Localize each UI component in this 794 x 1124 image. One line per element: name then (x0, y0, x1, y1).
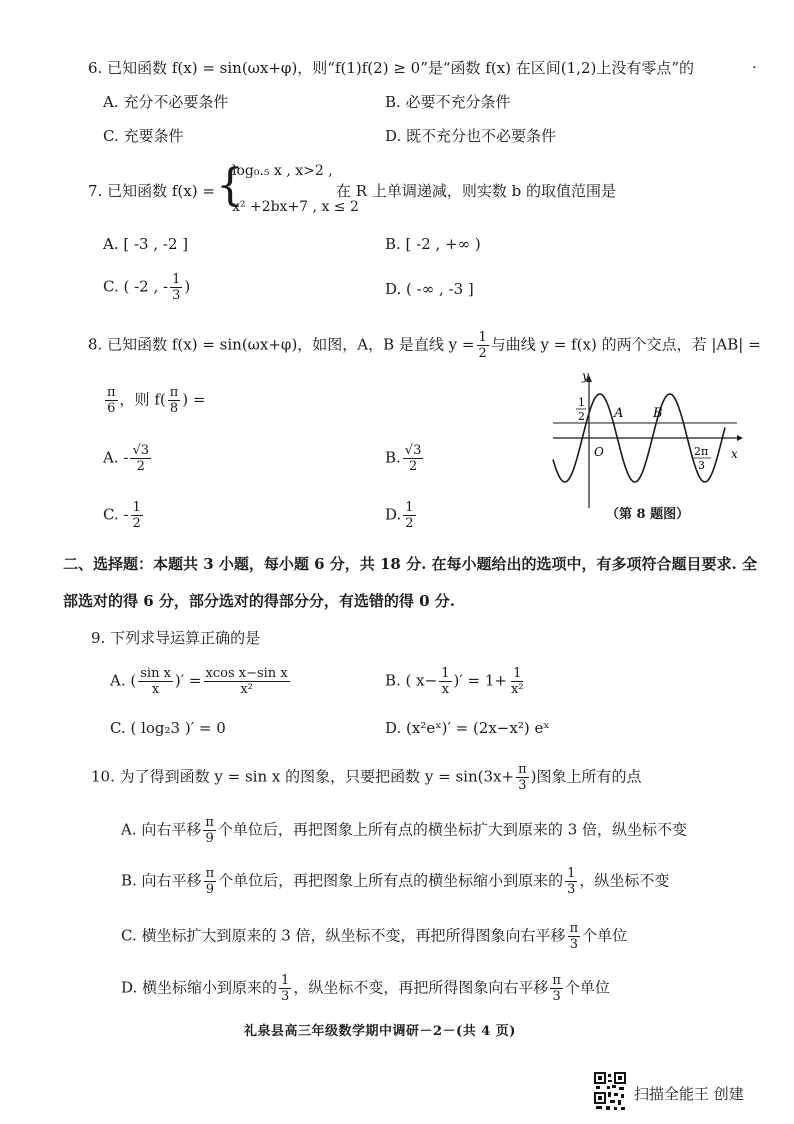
q10-stem-prefix: 10. 为了得到函数 y = sin x 的图象，只要把函数 y = sin(3x+ (91, 767, 515, 786)
q10-d-num2: π (552, 973, 561, 988)
q10-c-prefix: C. 横坐标扩大到原来的 3 倍，纵坐标不变，再把所得图象向右平移 (121, 926, 566, 945)
q8-stem-prefix: 8. 已知函数 f(x) = sin(ωx+φ)，如图，A，B 是直线 y = (88, 335, 475, 354)
q9-b-den2: x² (510, 682, 524, 697)
q8-arg-fraction (168, 385, 181, 416)
q7-piecewise-brace: { (216, 160, 244, 211)
q10-d-suffix: 个单位 (564, 978, 610, 997)
q8-option-c (103, 500, 145, 531)
page-footer: 礼泉县高三年级数学期中调研－2－(共 4 页) (244, 1024, 516, 1039)
q8-d-den: 2 (405, 516, 414, 531)
q9-stem: 9. 下列求导运算正确的是 (91, 629, 261, 647)
q9-b-frac2 (509, 666, 526, 697)
q8-c-num: 1 (132, 500, 141, 515)
q10-d-mid: ，纵坐标不变，再把所得图象向右平移 (293, 978, 549, 997)
q7-option-c (103, 272, 190, 303)
q10-stem (91, 762, 641, 793)
q8-stem-suffix: 与曲线 y = f(x) 的两个交点，若 |AB| = (490, 335, 761, 354)
figure-y-label: y (582, 370, 589, 383)
q8-c-prefix: C. - (103, 505, 129, 524)
q9-option-a (110, 666, 292, 697)
q8-a-num: √3 (132, 443, 149, 458)
q10-c-suffix: 个单位 (582, 926, 628, 945)
q9-b-num2: 1 (513, 666, 522, 681)
q10-a-suffix: 个单位后，再把图象上所有点的横坐标扩大到原来的 3 倍，纵坐标不变 (217, 820, 688, 839)
q10-stem-frac (516, 762, 529, 793)
figure-point-a: A (614, 406, 624, 421)
q10-d-num: 1 (281, 973, 290, 988)
q9-a-frac2 (204, 666, 290, 697)
q10-a-den: 9 (205, 831, 214, 846)
q8-c-den: 2 (132, 516, 141, 531)
scanner-watermark: 扫描全能王 创建 (634, 1085, 744, 1103)
q10-option-c (121, 921, 627, 952)
q6-option-a: A. 充分不必要条件 (103, 93, 229, 111)
q7-c-num: 1 (172, 272, 181, 287)
q8-ab-num: π (107, 385, 116, 400)
q9-a-prefix: A. ( (110, 671, 137, 690)
q10-d-den2: 3 (552, 989, 561, 1004)
q10-a-prefix: A. 向右平移 (121, 820, 202, 839)
q9-option-c: C. ( log₂3 )′ = 0 (110, 719, 226, 737)
qr-code-icon (594, 1072, 626, 1112)
q10-b-den: 9 (205, 882, 214, 897)
q8-a-fraction (130, 443, 151, 474)
q7-c-suffix: ) (184, 277, 191, 296)
q6-option-d: D. 既不充分也不必要条件 (385, 127, 557, 145)
q9-a-num2: xcos x−sin x (205, 666, 288, 681)
q6-option-b: B. 必要不充分条件 (385, 93, 511, 111)
q8-option-d (385, 500, 418, 531)
q8-b-num: √3 (404, 443, 422, 458)
figure-half-num: 1 (578, 396, 585, 409)
q10-c-den: 3 (569, 937, 578, 952)
q10-d-frac (279, 973, 291, 1004)
q8-arg-den: 8 (169, 401, 179, 416)
q7-c-prefix: C. ( -2 , - (103, 277, 169, 296)
q9-a-num: sin x (140, 666, 171, 681)
q9-b-den: x (441, 682, 450, 697)
q9-b-mid: )′ = 1+ (453, 671, 507, 690)
q10-option-d (121, 973, 610, 1004)
q9-a-den2: x² (240, 682, 253, 697)
q7-case-1: log₀.₅ x , x>2 , (232, 163, 333, 179)
figure-x-label: x (731, 447, 738, 461)
q8-ab-den: 6 (107, 401, 116, 416)
figure-point-b: B (653, 406, 663, 421)
q10-b-frac (204, 866, 217, 897)
q8-a-prefix: A. - (103, 448, 129, 467)
q10-a-num: π (205, 815, 214, 830)
q9-a-mid: )′ = (174, 671, 202, 690)
q10-b-suffix: ，纵坐标不变 (579, 871, 670, 890)
q8-ab-fraction (105, 385, 118, 416)
q10-d-den: 3 (281, 989, 290, 1004)
q7-option-d: D. ( -∞ , -3 ] (385, 280, 474, 298)
q7-stem-prefix: 7. 已知函数 f(x) = (88, 182, 215, 200)
q10-d-prefix: D. 横坐标缩小到原来的 (121, 978, 278, 997)
q10-c-frac (568, 921, 581, 952)
q8-half-fraction (477, 330, 489, 361)
q8-d-fraction (403, 500, 415, 531)
figure-origin-label: O (594, 445, 604, 459)
q10-b-frac2 (565, 866, 577, 897)
q10-d-frac2 (550, 973, 563, 1004)
q8-figure-caption: （第 8 题图） (606, 507, 690, 522)
section2-line1: 二、选择题：本题共 3 小题，每小题 6 分，共 18 分. 在每小题给出的选项中，有多项符合题目要求. 全 (63, 555, 757, 573)
q8-option-b (385, 443, 425, 474)
q10-option-a (121, 815, 687, 846)
q7-case-2: x² +2bx+7 , x ≤ 2 (232, 199, 359, 215)
q8-half-den: 2 (478, 346, 487, 361)
figure-half-den: 2 (578, 410, 585, 423)
margin-dot: · (752, 60, 757, 76)
q10-b-num: π (205, 866, 215, 881)
q9-b-num: 1 (441, 666, 450, 681)
q8-line2-mid: ，则 f( (119, 390, 166, 409)
q10-b-prefix: B. 向右平移 (121, 871, 202, 890)
q9-b-prefix: B. ( x− (385, 671, 438, 690)
x-axis-arrow (737, 435, 743, 441)
q7-c-fraction (170, 272, 182, 303)
q8-c-fraction (131, 500, 143, 531)
q10-option-b (121, 866, 669, 897)
q6-stem: 6. 已知函数 f(x) = sin(ωx+φ)，则“f(1)f(2) ≥ 0”是“函数 f(x) 在区间(1,2)上没有零点”的 (88, 59, 695, 77)
q8-sine-figure (545, 370, 745, 520)
q10-b-mid: 个单位后，再把图象上所有点的横坐标缩小到原来的 (218, 871, 564, 890)
q8-d-prefix: D. (385, 505, 402, 524)
q10-a-frac (203, 815, 216, 846)
figure-tick-den: 3 (698, 459, 705, 472)
q8-option-a (103, 443, 153, 474)
q10-stem-num: π (518, 762, 527, 777)
q7-option-b: B. [ -2 , +∞ ) (385, 235, 481, 253)
q7-option-a: A. [ -3 , -2 ] (103, 235, 189, 253)
q8-line2-end: ) = (182, 390, 206, 409)
q7-stem-suffix: 在 R 上单调递减，则实数 b 的取值范围是 (336, 182, 616, 200)
q7-c-den: 3 (172, 288, 181, 303)
q9-a-den: x (151, 682, 160, 697)
q8-half-num: 1 (478, 330, 487, 345)
section2-line2: 部选对的得 6 分，部分选对的得部分分，有选错的得 0 分. (63, 592, 455, 610)
q8-stem-line2 (103, 385, 205, 416)
q9-option-d: D. (x²eˣ)′ = (2x−x²) eˣ (385, 719, 550, 737)
q9-a-frac1 (138, 666, 173, 697)
figure-tick-num: 2π (694, 445, 709, 458)
q9-option-b (385, 666, 528, 697)
q8-stem (88, 330, 761, 361)
q8-d-num: 1 (405, 500, 414, 515)
q8-b-den: 2 (408, 459, 418, 474)
q9-b-frac1 (439, 666, 451, 697)
q10-b-den2: 3 (567, 882, 576, 897)
q10-stem-suffix: )图象上所有的点 (530, 767, 642, 786)
q8-a-den: 2 (136, 459, 145, 474)
q10-b-num2: 1 (567, 866, 576, 881)
q8-b-prefix: B. (385, 448, 401, 467)
q8-b-fraction (403, 443, 424, 474)
q8-arg-num: π (169, 385, 179, 400)
q6-option-c: C. 充要条件 (103, 127, 184, 145)
q10-c-num: π (569, 921, 579, 936)
q10-stem-den: 3 (518, 778, 527, 793)
